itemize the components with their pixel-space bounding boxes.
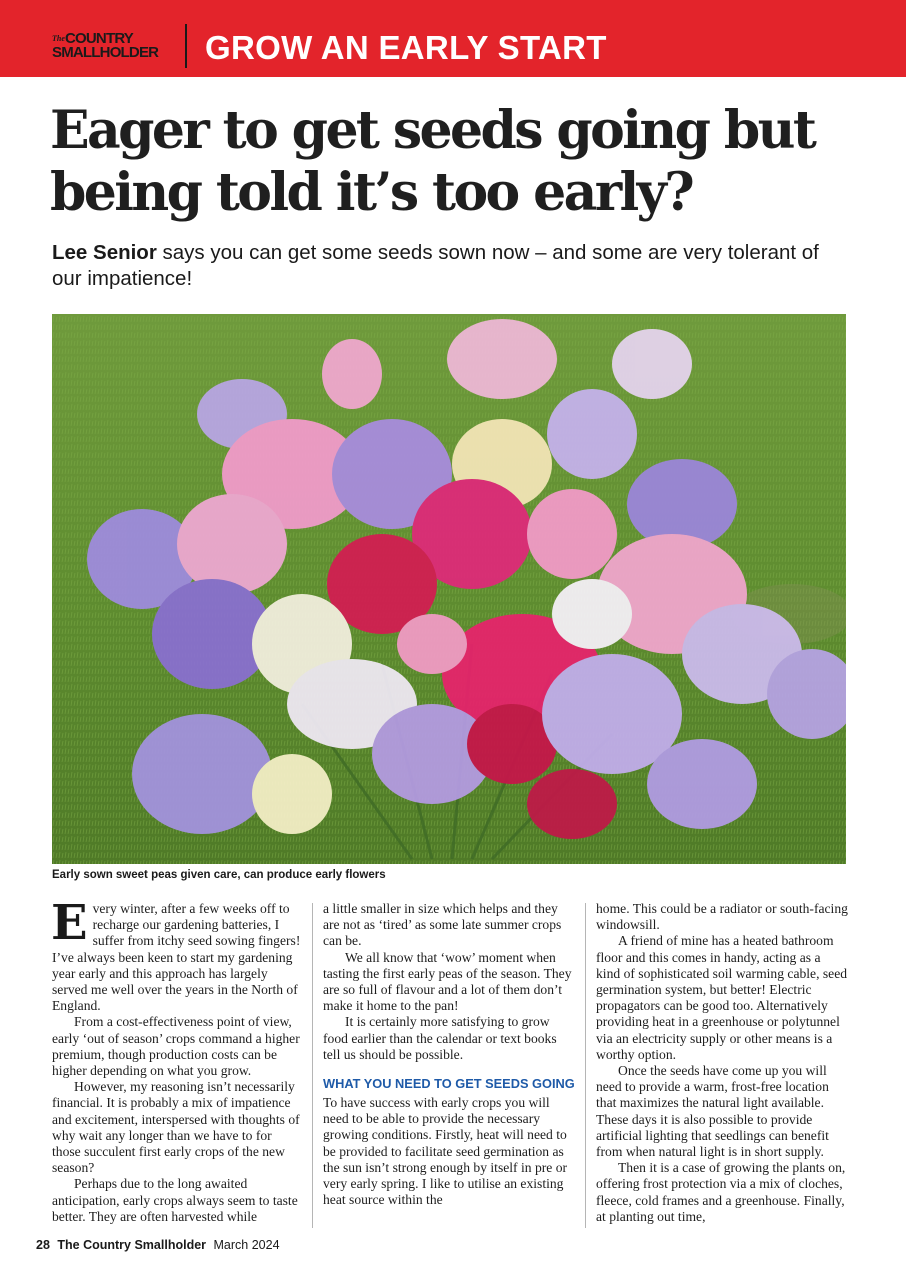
paragraph: To have success with early crops you will need to be able to provide the necessary growing conditions. Firstly, heat will need to be provided to facilitate seed germination as the sun isn’t strong enough by itself in pre or very early spring. I like to utilise an existing heat source within the <box>323 1095 568 1208</box>
article-column-2 <box>323 901 575 1208</box>
column-rule <box>585 903 586 1228</box>
article-headline: Eager to get seeds going but being told it’s too early? <box>50 100 815 223</box>
issue-date: March 2024 <box>213 1238 280 1252</box>
paragraph: It is certainly more satisfying to grow food earlier than the calendar or text books tell us should be possible. <box>323 1014 557 1062</box>
sweet-peas-photo <box>52 314 846 864</box>
logo-country: COUNTRY <box>65 30 134 47</box>
paragraph: home. This could be a radiator or south-facing windowsill. <box>596 901 848 933</box>
logo-smallholder: SMALLHOLDER <box>52 44 159 61</box>
paragraph: a little smaller in size which helps and they are not as ‘tired’ as some late summer crops can be. <box>323 901 562 949</box>
column-rule <box>312 903 313 1228</box>
paragraph: Then it is a case of growing the plants on, offering frost protection via a mix of cloches, fleece, cold frames and a greenhouse. Finally, at planting out time, <box>596 1160 846 1224</box>
section-banner <box>0 0 906 77</box>
section-subhead: WHAT YOU NEED TO GET SEEDS GOING <box>323 1076 575 1092</box>
paragraph: From a cost-effectiveness point of view, early ‘out of season’ crops command a higher premium, though production costs can be higher depending on what you grow. <box>52 1014 300 1079</box>
drop-cap: E <box>51 895 88 951</box>
paragraph: However, my reasoning isn’t necessarily financial. It is probably a mix of impatience and excitement, interspersed with thoughts of why wait any longer than we have to for those succulent first early crops of the new season? <box>52 1079 300 1176</box>
paragraph-text: very winter, after a few weeks off to recharge our gardening batteries, I suffer from itchy seed sowing fingers! I’ve always been keen to start my gardening year early and this approach has largely served me well over the years in the North of England. <box>52 901 301 1014</box>
article-column-3 <box>596 901 848 1225</box>
magazine-name: The Country Smallholder <box>57 1238 207 1252</box>
magazine-logo <box>52 30 170 63</box>
logo-the: The <box>52 34 65 43</box>
paragraph: Perhaps due to the long awaited anticipation, early crops always seem to taste better. They are often harvested while <box>52 1176 298 1224</box>
article-column-1 <box>51 895 302 1225</box>
paragraph: Once the seeds have come up you will need to provide a warm, frost-free location that maximizes the natural light available. These days it is also possible to provide artificial lighting that seedlings can benefit from when natural light is in short supply. <box>596 1063 829 1160</box>
banner-divider <box>185 24 187 68</box>
standfirst <box>52 240 852 292</box>
paragraph: We all know that ‘wow’ moment when tasting the first early peas of the season. They are so full of flavour and a lot of them don’t make it home to the pan! <box>323 949 572 1014</box>
section-title: GROW AN EARLY START <box>205 29 607 66</box>
photo-caption: Early sown sweet peas given care, can produce early flowers <box>52 869 386 881</box>
page-footer <box>36 1238 280 1252</box>
paragraph <box>51 895 302 1014</box>
page-number: 28 <box>36 1238 50 1252</box>
paragraph: A friend of mine has a heated bathroom floor and this comes in handy, acting as a kind of sophisticated soil warming cable, seed germination system, but better! Electric propagators can be good too. Alternatively providing heat in a greenhouse or polytunnel via an electricity supply or other means is a worthy option. <box>596 933 848 1062</box>
author-name: Lee Senior <box>52 241 157 264</box>
standfirst-text: says you can get some seeds sown now – and some are very tolerant of our impatience! <box>52 241 819 290</box>
